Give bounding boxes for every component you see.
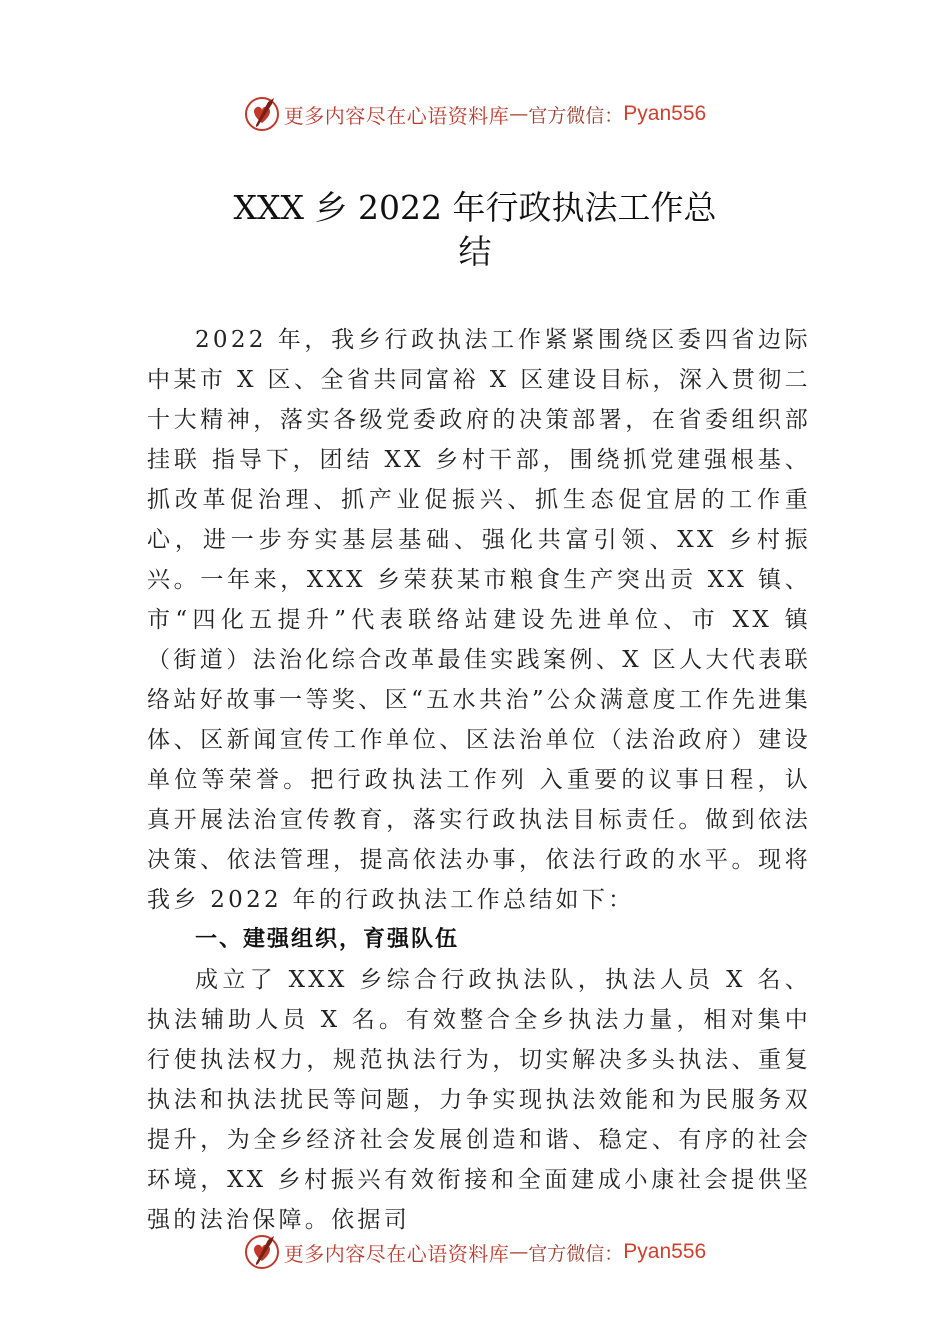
document-title <box>0 186 950 274</box>
watermark-text: 更多内容尽在心语资料库 <box>283 103 510 128</box>
section-heading: 一、建强组织，育强队伍 <box>195 927 460 952</box>
watermark-banner-top <box>0 94 950 134</box>
watermark-label: 官方微信： <box>528 104 624 127</box>
title-line-1: XXX 乡 2022 年行政执法工作总 <box>233 188 717 227</box>
intro-paragraph: 2022 年，我乡行政执法工作紧紧围绕区委四省边际中某市 X 区、全省共同富裕 X 区建设目标，深入贯彻二十大精神，落实各级党委政府的决策部署，在省委组织部挂联 指导下，团结 XX 乡村干部，围绕抓党建强根基、抓改革促治理、抓产业促振兴、抓生态促宜居的工作重心，进一步夯实基层基础、强化共富引领、XX 乡村振兴。一年来，XXX 乡荣获某市粮食生产突出贡 XX 镇、市“四化五提升”代表联络站建设先进单位、市 XX 镇（街道）法治化综合改革最佳实践案例、X 区人大代表联络站好故事一等奖、区“五水共治”公众满意度工作先进集体、区新闻宣传工作单位、区法治单位（法治政府）建设单位等荣誉。把行政执法工作列 入重要的议事日程，认真开展法治宣传教育，落实行政执法目标责任。做到依法决策、依法管理，提高依法办事，依法行政的水平。现将我乡 2022 年的行政执法工作总结如下： <box>147 327 811 913</box>
heart-pen-logo-icon <box>244 96 280 132</box>
watermark-banner-bottom <box>0 1232 950 1272</box>
watermark-separator: — <box>509 103 529 125</box>
section-paragraph: 成立了 XXX 乡综合行政执法队，执法人员 X 名、执法辅助人员 X 名。有效整合全乡执法力量，相对集中行使执法权力，规范执法行为，切实解决多头执法、重复执法和执法扰民等问题，力争实现执法效能和为民服务双提升，为全乡经济社会发展创造和谐、稳定、有序的社会环境，XX 乡村振兴有效衔接和全面建成小康社会提供坚强的法治保障。依据司 <box>147 967 811 1233</box>
watermark-text: 更多内容尽在心语资料库 <box>283 1241 510 1266</box>
heart-pen-logo-icon <box>244 1234 280 1270</box>
title-line-2: 结 <box>458 232 492 271</box>
document-body <box>147 320 811 1240</box>
watermark-label: 官方微信： <box>528 1242 624 1265</box>
watermark-separator: — <box>509 1241 529 1263</box>
watermark-wechat-id: Pyan556 <box>623 102 707 125</box>
watermark-wechat-id: Pyan556 <box>623 1240 707 1263</box>
